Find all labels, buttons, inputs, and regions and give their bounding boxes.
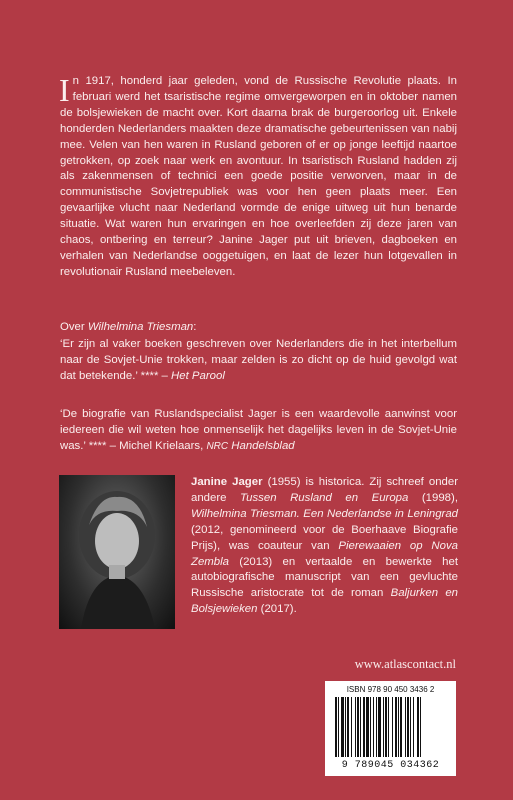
publisher-url[interactable]: www.atlascontact.nl bbox=[354, 657, 456, 671]
bio-book-4: Baljurken en Bolsjewieken bbox=[191, 587, 458, 616]
author-portrait-illustration bbox=[59, 475, 175, 629]
review-quote-parool bbox=[60, 337, 457, 385]
bio-part-2: (1998), bbox=[408, 491, 458, 504]
author-bio bbox=[191, 475, 458, 618]
intro-paragraph bbox=[60, 74, 457, 281]
review-quote-nrc bbox=[60, 407, 457, 455]
quote1-source: Het Parool bbox=[171, 369, 225, 382]
intro-text: n 1917, honderd jaar geleden, vond de Russische Revolutie plaats. In februari werd het tsaristische regime omvergeworpen en in oktober namen de bolsjewieken de macht over. Kort daarna brak de burgeroorlog uit. Enkele honderden Nederlanders maakten deze dramatische gebeurtenissen van nabij mee. Velen van hen waren in Rusland geboren of er op jonge leeftijd naartoe getrokken, op zoek naar werk en avontuur. In tsaristisch Rusland hadden zij als zakenmensen of technici een goede positie verworven, maar in de communistische Sovjetrepubliek was voor hen geen plaats meer. Een gevaarlijke vlucht naar Nederland vormde de enige uitweg uit hun benarde situatie. Wat waren hun ervaringen en hoe overleefden zij deze jaren van chaos, ontbering en terreur? Janine Jager put uit brieven, dagboeken en verhalen van Nederlandse ooggetuigen, en laat de lezer hun lotgevallen in revolutionair Rusland meebeleven. bbox=[60, 75, 457, 278]
author-photo bbox=[59, 475, 175, 629]
quote2-text: ‘De biografie van Ruslandspecialist Jager is een waardevolle aanwinst voor iedereen die wil weten hoe onmenselijk het dagelijks leven in de Sovjet-Unie was.’ **** – Michel Krielaars, bbox=[60, 408, 457, 452]
over-suffix: : bbox=[193, 321, 197, 333]
bio-book-1: Tussen Rusland en Europa bbox=[240, 491, 409, 504]
bio-part-3: (2012, genomineerd voor de Boerhaave Biografie Prijs), was coauteur van bbox=[191, 523, 458, 552]
bio-book-2: Wilhelmina Triesman. Een Nederlandse in Leningrad bbox=[191, 507, 458, 520]
bio-part-1: (1955) is historica. Zij schreef onder andere bbox=[191, 476, 458, 504]
over-prefix: Over bbox=[60, 321, 88, 333]
barcode-digits: 9 789045 034362 bbox=[341, 760, 440, 771]
quote2-source: Handelsblad bbox=[228, 439, 295, 452]
bio-part-4: (2013) en vertaalde en bewerkte het autobiografische manuscript van een gevluchte Russische aristocrate tot de roman bbox=[191, 555, 458, 600]
bio-book-3: Pierewaaien op Nova Zembla bbox=[191, 539, 459, 568]
about-previous-book bbox=[60, 320, 457, 336]
previous-book-title: Wilhelmina Triesman bbox=[87, 321, 194, 333]
barcode bbox=[325, 681, 456, 776]
isbn-label: ISBN 978 90 450 3436 2 bbox=[346, 685, 435, 694]
quote1-text: ‘Er zijn al vaker boeken geschreven over Nederlanders die in het interbellum naar de Sovjet-Unie trokken, maar zelden is zo dicht op de huid gevolgd wat dat betekende.’ **** – bbox=[60, 338, 457, 382]
author-name: Janine Jager bbox=[191, 476, 263, 488]
bio-part-5: (2017). bbox=[257, 603, 297, 616]
quote2-source-nrc: NRC bbox=[206, 440, 229, 452]
drop-cap: I bbox=[59, 72, 70, 108]
barcode-bars bbox=[333, 697, 448, 759]
